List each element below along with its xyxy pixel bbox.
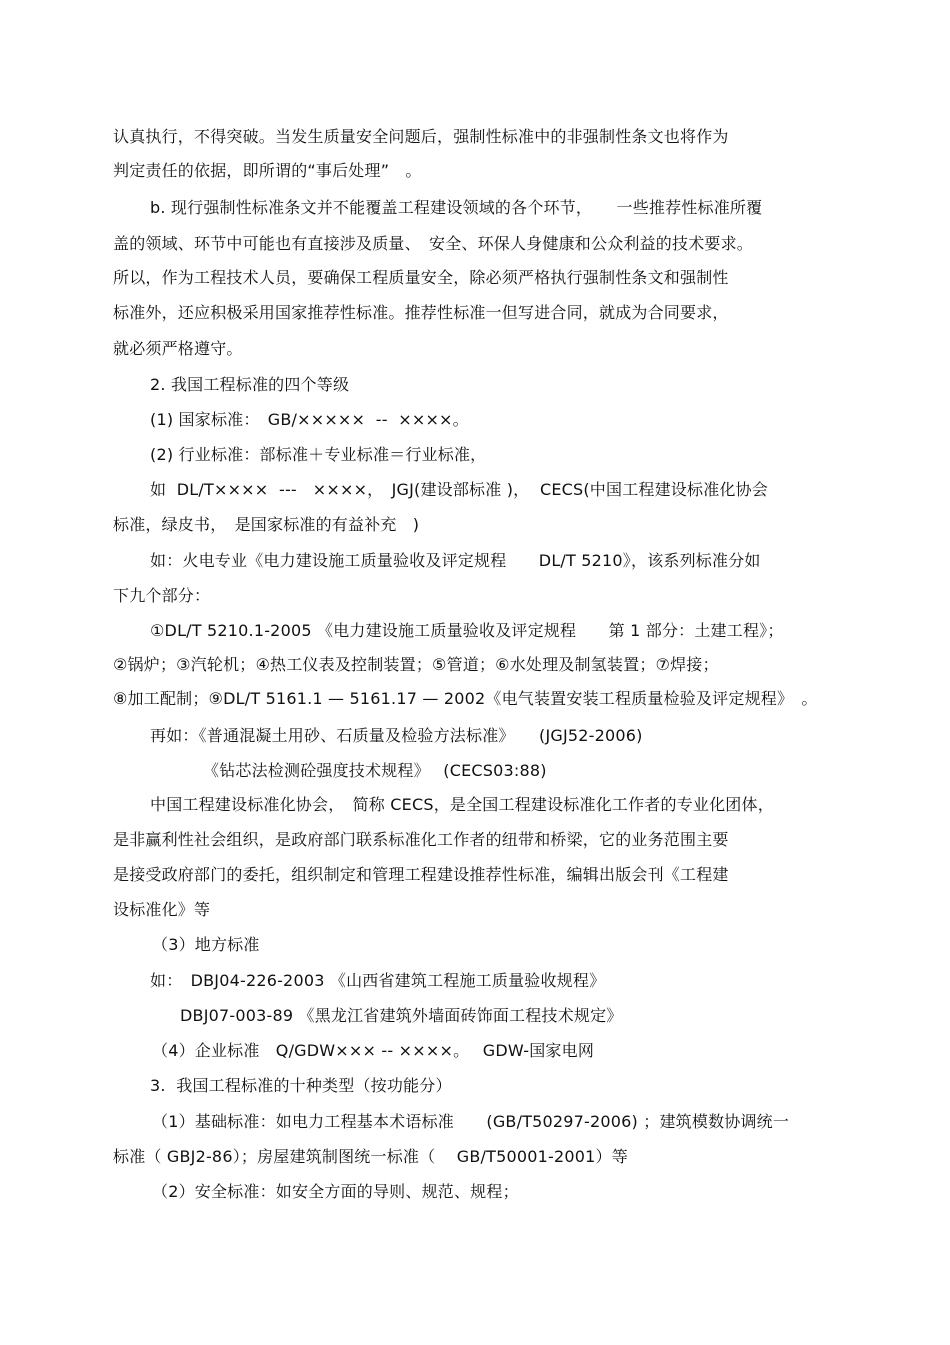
list-item: (1) 国家标准： GB/××××× -- ××××。 <box>150 410 469 429</box>
body-text-line: 如 DL/T×××× --- ××××， JGJ(建设部标准 )， CECS(中国工程建设标准化协会 <box>150 480 769 499</box>
body-text-line: DBJ07-003-89 《黑龙江省建筑外墙面砖饰面工程技术规定》 <box>180 1006 623 1025</box>
body-text-line: 下九个部分： <box>113 586 211 605</box>
body-text-line: 标准外，还应积极采用国家推荐性标准。推荐性标准一但写进合同，就成为合同要求， <box>113 303 729 322</box>
list-item: （1）基础标准：如电力工程基本术语标准 (GB/T50297-2006) ；建筑模数协调统一 <box>152 1112 790 1131</box>
body-text-line: 判定责任的依据，即所谓的“事后处理” 。 <box>113 161 422 180</box>
body-text-line: 《钻芯法检测砼强度技术规程》 (CECS03:88) <box>203 761 547 780</box>
body-text-line: 所以，作为工程技术人员，要确保工程质量安全，除必须严格执行强制性条文和强制性 <box>113 268 729 287</box>
list-item: （4）企业标准 Q/GDW××× -- ××××。 GDW-国家电网 <box>152 1041 595 1060</box>
list-item: (2) 行业标准：部标准＋专业标准＝行业标准， <box>150 445 487 464</box>
body-text-line: 标准，绿皮书， 是国家标准的有益补充 ) <box>113 515 420 534</box>
body-text-line: 中国工程建设标准化协会， 简称 CECS，是全国工程建设标准化工作者的专业化团体， <box>150 795 774 814</box>
body-text-line: 再如：《普通混凝土用砂、石质量及检验方法标准》 (JGJ52-2006) <box>150 726 643 745</box>
body-text-line: ②锅炉；③汽轮机；④热工仪表及控制装置；⑤管道；⑥水处理及制氢装置；⑦焊接； <box>113 655 719 674</box>
body-text-line: 认真执行，不得突破。当发生质量安全问题后，强制性标准中的非强制性条文也将作为 <box>113 127 729 146</box>
body-text-line: ①DL/T 5210.1-2005 《电力建设施工质量验收及评定规程 第 1 部分：土建工程》； <box>150 621 784 640</box>
list-item: （2）安全标准：如安全方面的导则、规范、规程； <box>152 1182 519 1201</box>
body-text-line: 设标准化》等 <box>113 900 211 919</box>
body-text-line: 是接受政府部门的委托，组织制定和管理工程建设推荐性标准，编辑出版会刊《工程建 <box>113 865 729 884</box>
body-text-line: 就必须严格遵守。 <box>113 339 243 358</box>
body-text-line: b. 现行强制性标准条文并不能覆盖工程建设领域的各个环节， 一些推荐性标准所覆 <box>150 198 763 217</box>
body-text-line: ⑧加工配制；⑨DL/T 5161.1 — 5161.17 — 2002《电气装置安装工程质量检验及评定规程》 。 <box>113 689 818 708</box>
section-heading: 2. 我国工程标准的四个等级 <box>150 375 350 394</box>
body-text-line: 盖的领域、环节中可能也有直接涉及质量、 安全、环保人身健康和公众利益的技术要求。 <box>113 234 754 253</box>
body-text-line: 是非赢利性社会组织，是政府部门联系标准化工作者的纽带和桥梁，它的业务范围主要 <box>113 830 729 849</box>
list-item: （3）地方标准 <box>152 935 260 954</box>
section-heading: 3. 我国工程标准的十种类型（按功能分） <box>150 1076 452 1095</box>
body-text-line: 如： DBJ04-226-2003 《山西省建筑工程施工质量验收规程》 <box>150 971 606 990</box>
body-text-line: 标准（ GBJ2-86）；房屋建筑制图统一标准（ GB/T50001-2001）等 <box>113 1147 628 1166</box>
body-text-line: 如：火电专业《电力建设施工质量验收及评定规程 DL/T 5210》，该系列标准分如 <box>150 551 761 570</box>
